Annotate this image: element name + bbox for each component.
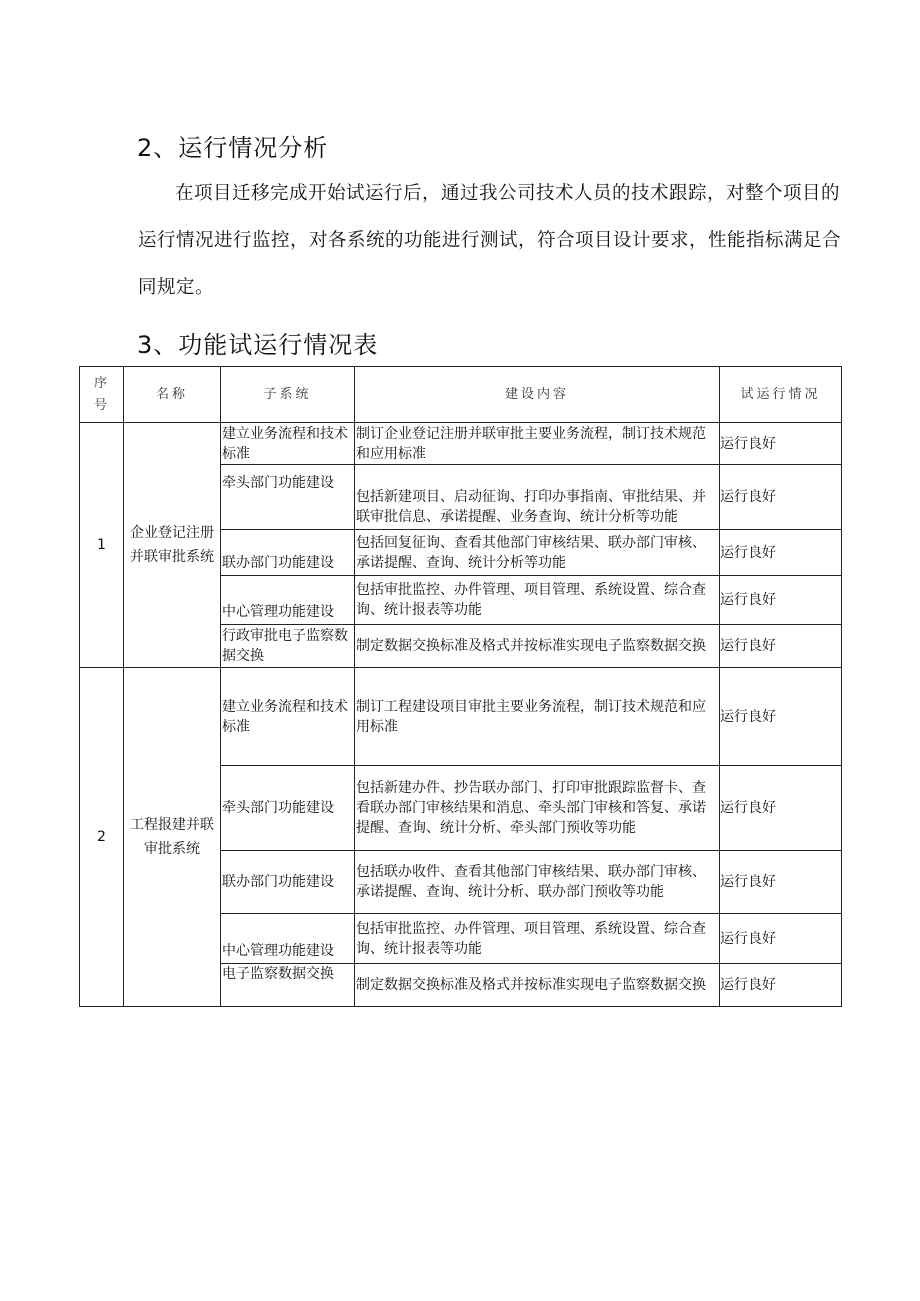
subsystem-cell: 牵头部门功能建设 [221, 766, 355, 851]
status-cell: 运行良好 [720, 914, 842, 964]
status-cell: 运行良好 [720, 625, 842, 668]
status-cell: 运行良好 [720, 851, 842, 914]
content-cell: 包括审批监控、办件管理、项目管理、系统设置、综合查询、统计报表等功能 [355, 914, 720, 964]
header-index: 序号 [80, 367, 124, 423]
header-content: 建设内容 [355, 367, 720, 423]
header-name: 名称 [124, 367, 221, 423]
subsystem-cell: 联办部门功能建设 [221, 530, 355, 576]
subsystem-cell: 建立业务流程和技术标准 [221, 668, 355, 766]
subsystem-cell: 行政审批电子监察数据交换 [221, 625, 355, 668]
content-cell: 制订企业登记注册并联审批主要业务流程，制订技术规范和应用标准 [355, 423, 720, 465]
status-cell: 运行良好 [720, 964, 842, 1007]
table-row [80, 423, 842, 465]
content-cell: 包括审批监控、办件管理、项目管理、系统设置、综合查询、统计报表等功能 [355, 576, 720, 625]
group-index: 2 [80, 668, 124, 1007]
status-cell: 运行良好 [720, 465, 842, 530]
status-cell: 运行良好 [720, 766, 842, 851]
system-name: 工程报建并联审批系统 [124, 668, 221, 1007]
table-header-row [80, 367, 842, 423]
subsystem-cell: 电子监察数据交换 [221, 964, 355, 1007]
content-cell: 包括新建项目、启动征询、打印办事指南、审批结果、并联审批信息、承诺提醒、业务查询、统计分析等功能 [355, 465, 720, 530]
header-subsystem: 子系统 [221, 367, 355, 423]
header-status: 试运行情况 [720, 367, 842, 423]
subsystem-cell: 牵头部门功能建设 [221, 465, 355, 530]
analysis-paragraph: 在项目迁移完成开始试运行后，通过我公司技术人员的技术跟踪，对整个项目的运行情况进行监控，对各系统的功能进行测试，符合项目设计要求，性能指标满足合同规定。 [138, 183, 842, 298]
content-cell: 包括新建办件、抄告联办部门、打印审批跟踪监督卡、查看联办部门审核结果和消息、牵头部门审核和答复、承诺提醒、查询、统计分析、牵头部门预收等功能 [355, 766, 720, 851]
status-cell: 运行良好 [720, 668, 842, 766]
subsystem-cell: 联办部门功能建设 [221, 851, 355, 914]
section-heading-table: 3、功能试运行情况表 [137, 331, 379, 359]
content-cell: 制定数据交换标准及格式并按标准实现电子监察数据交换 [355, 964, 720, 1007]
content-cell: 制订工程建设项目审批主要业务流程，制订技术规范和应用标准 [355, 668, 720, 766]
group-index: 1 [80, 423, 124, 668]
table-row [80, 668, 842, 766]
subsystem-cell: 中心管理功能建设 [221, 914, 355, 964]
subsystem-cell: 中心管理功能建设 [221, 576, 355, 625]
status-cell: 运行良好 [720, 423, 842, 465]
content-cell: 包括回复征询、查看其他部门审核结果、联办部门审核、承诺提醒、查询、统计分析等功能 [355, 530, 720, 576]
system-name: 企业登记注册并联审批系统 [124, 423, 221, 668]
status-cell: 运行良好 [720, 530, 842, 576]
trial-run-table [79, 366, 842, 1007]
content-cell: 包括联办收件、查看其他部门审核结果、联办部门审核、承诺提醒、查询、统计分析、联办部门预收等功能 [355, 851, 720, 914]
section-heading-analysis: 2、运行情况分析 [137, 134, 329, 162]
content-cell: 制定数据交换标准及格式并按标准实现电子监察数据交换 [355, 625, 720, 668]
subsystem-cell: 建立业务流程和技术标准 [221, 423, 355, 465]
status-cell: 运行良好 [720, 576, 842, 625]
